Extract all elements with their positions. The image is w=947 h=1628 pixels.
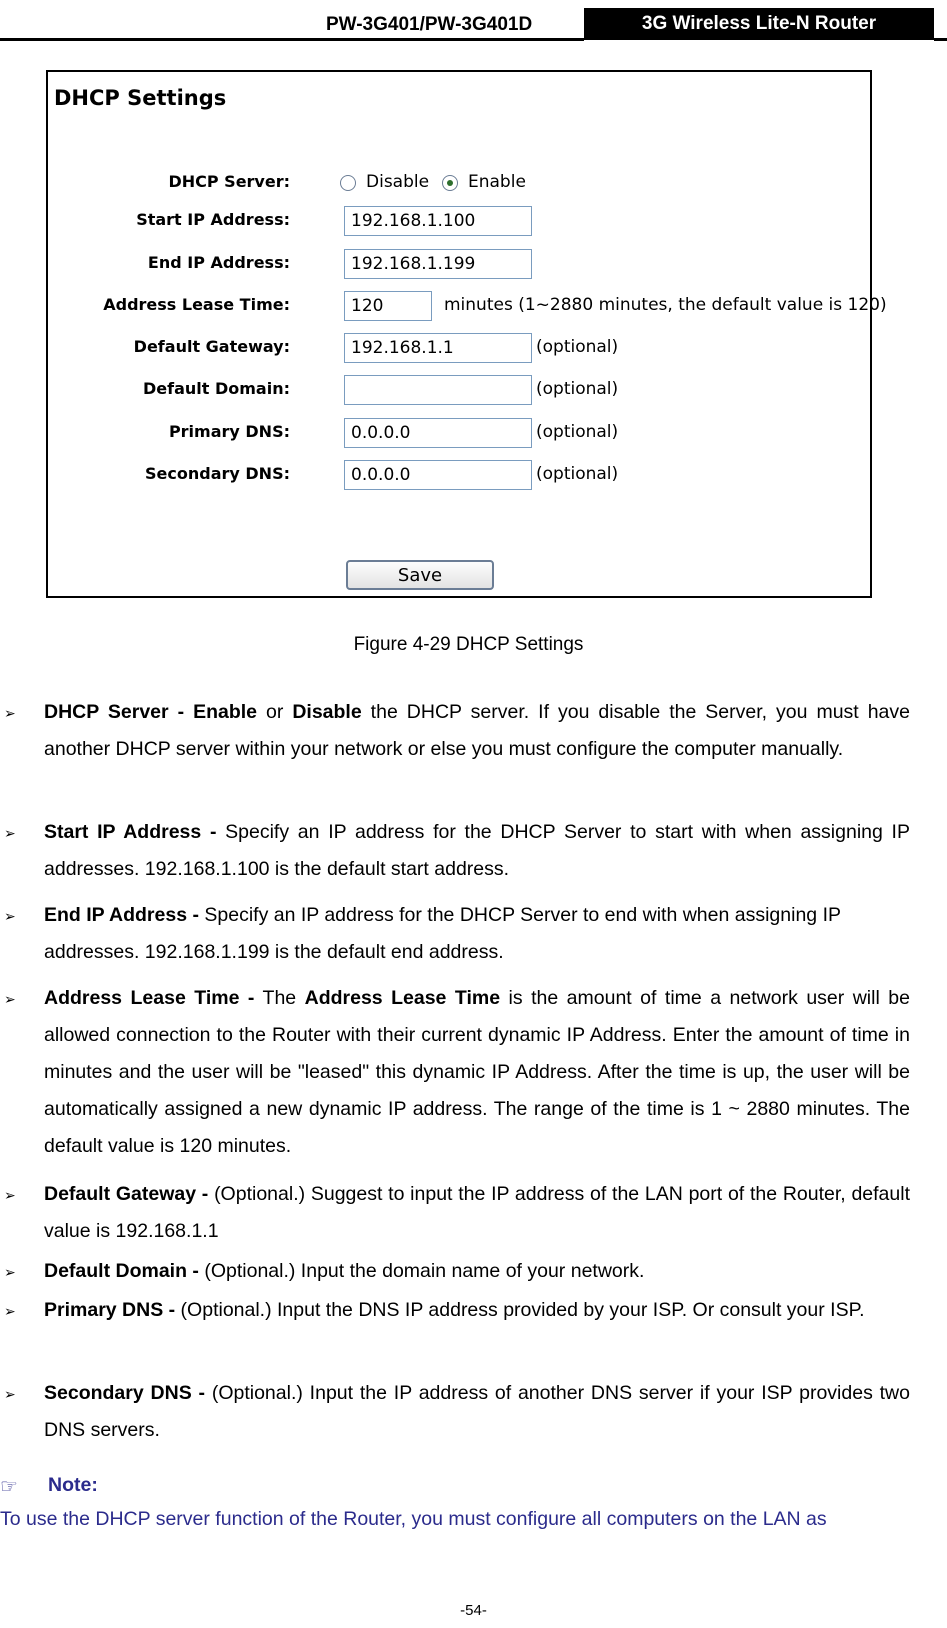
item-primary-dns (4, 1292, 910, 1329)
item-term: End IP Address - (44, 904, 199, 926)
item-term: DHCP Server - Enable (44, 701, 258, 723)
item-lease-time (4, 980, 910, 1165)
lease-time-input[interactable]: 120 (344, 291, 432, 321)
lease-time-label: Address Lease Time: (103, 295, 290, 314)
save-button[interactable]: Save (346, 560, 494, 590)
disable-radio[interactable] (340, 175, 356, 191)
note-text: To use the DHCP server function of the Router, you must configure all computers on the LAN as (0, 1508, 827, 1530)
header-product: 3G Wireless Lite-N Router (584, 8, 934, 40)
header-model: PW-3G401/PW-3G401D (326, 14, 533, 35)
item-dhcp-server (4, 694, 910, 768)
item-text: or (257, 701, 293, 723)
item-start-ip (4, 814, 910, 888)
item-default-gateway (4, 1176, 910, 1250)
end-ip-input[interactable]: 192.168.1.199 (344, 249, 532, 279)
default-domain-input[interactable] (344, 375, 532, 405)
bullet-arrow-icon: ➢ (4, 1187, 16, 1203)
enable-label: Enable (468, 172, 526, 192)
dhcp-server-label: DHCP Server: (168, 172, 290, 191)
end-ip-label: End IP Address: (147, 253, 290, 272)
lease-time-hint: minutes (1~2880 minutes, the default value is 120) (444, 295, 887, 315)
secondary-dns-label: Secondary DNS: (145, 464, 290, 483)
dhcp-settings-panel (46, 70, 887, 598)
item-term: Secondary DNS - (44, 1382, 206, 1404)
disable-label: Disable (366, 172, 430, 192)
primary-dns-label: Primary DNS: (168, 422, 290, 441)
item-text: Specify an IP address for the DHCP Server to end with when assigning IP addresses. 192.168.1.199 is the default end address. (44, 904, 841, 963)
item-text: is the amount of time a network user will be allowed connection to the Router with their current dynamic IP Address. Enter the amount of time in minutes and the user will be "leased" this dynamic IP Address. After the time is up, the user will be automatically assigned a new dynamic IP address. The range of the time is 1 ~ 2880 minutes. The default value is 120 minutes. (44, 987, 910, 1157)
panel-title: DHCP Settings (54, 86, 227, 110)
default-gateway-label: Default Gateway: (133, 337, 290, 356)
item-text: (Optional.) Input the domain name of your network. (198, 1260, 645, 1282)
item-term: Disable (292, 701, 362, 723)
secondary-dns-optional-hint: (optional) (536, 464, 619, 484)
primary-dns-optional-hint: (optional) (536, 422, 619, 442)
enable-radio[interactable] (442, 175, 458, 191)
default-domain-label: Default Domain: (143, 379, 290, 398)
note-label: Note: (48, 1474, 98, 1496)
item-text: the DHCP server. If you disable the Server, you must have another DHCP server within your network or else you must configure the computer manually. (44, 701, 910, 760)
item-term: Default Gateway - (44, 1183, 209, 1205)
start-ip-input[interactable]: 192.168.1.100 (344, 206, 532, 236)
domain-optional-hint: (optional) (536, 379, 619, 399)
page-number: -54- (460, 1602, 487, 1619)
item-term: Address Lease Time (304, 987, 501, 1009)
item-secondary-dns (4, 1375, 910, 1449)
pointing-hand-icon: ☞ (0, 1476, 18, 1498)
page-header (0, 0, 947, 44)
item-text: The (254, 987, 305, 1009)
header-rule-end (934, 38, 947, 41)
bullet-arrow-icon: ➢ (4, 705, 16, 721)
bullet-arrow-icon: ➢ (4, 1303, 16, 1319)
item-term: Primary DNS - (44, 1299, 176, 1321)
item-term: Start IP Address - (44, 821, 217, 843)
figure-caption: Figure 4-29 DHCP Settings (353, 634, 584, 655)
item-text: (Optional.) Input the IP address of another DNS server if your ISP provides two DNS servers. (44, 1382, 910, 1441)
header-rule (0, 38, 584, 41)
item-text: (Optional.) Suggest to input the IP address of the LAN port of the Router, default value is 192.168.1.1 (44, 1183, 910, 1242)
item-text: Specify an IP address for the DHCP Server to start with when assigning IP addresses. 192.168.1.100 is the default start address. (44, 821, 910, 880)
item-end-ip (4, 897, 910, 971)
secondary-dns-input[interactable]: 0.0.0.0 (344, 460, 532, 490)
item-term: Address Lease Time - (44, 987, 255, 1009)
start-ip-label: Start IP Address: (136, 210, 290, 229)
primary-dns-input[interactable]: 0.0.0.0 (344, 418, 532, 448)
bullet-arrow-icon: ➢ (4, 825, 16, 841)
bullet-arrow-icon: ➢ (4, 908, 16, 924)
bullet-arrow-icon: ➢ (4, 1386, 16, 1402)
gateway-optional-hint: (optional) (536, 337, 619, 357)
bullet-arrow-icon: ➢ (4, 1264, 16, 1280)
item-term: Default Domain - (44, 1260, 199, 1282)
item-text: (Optional.) Input the DNS IP address provided by your ISP. Or consult your ISP. (175, 1299, 865, 1321)
bullet-arrow-icon: ➢ (4, 991, 16, 1007)
item-default-domain (4, 1253, 910, 1290)
default-gateway-input[interactable]: 192.168.1.1 (344, 333, 532, 363)
